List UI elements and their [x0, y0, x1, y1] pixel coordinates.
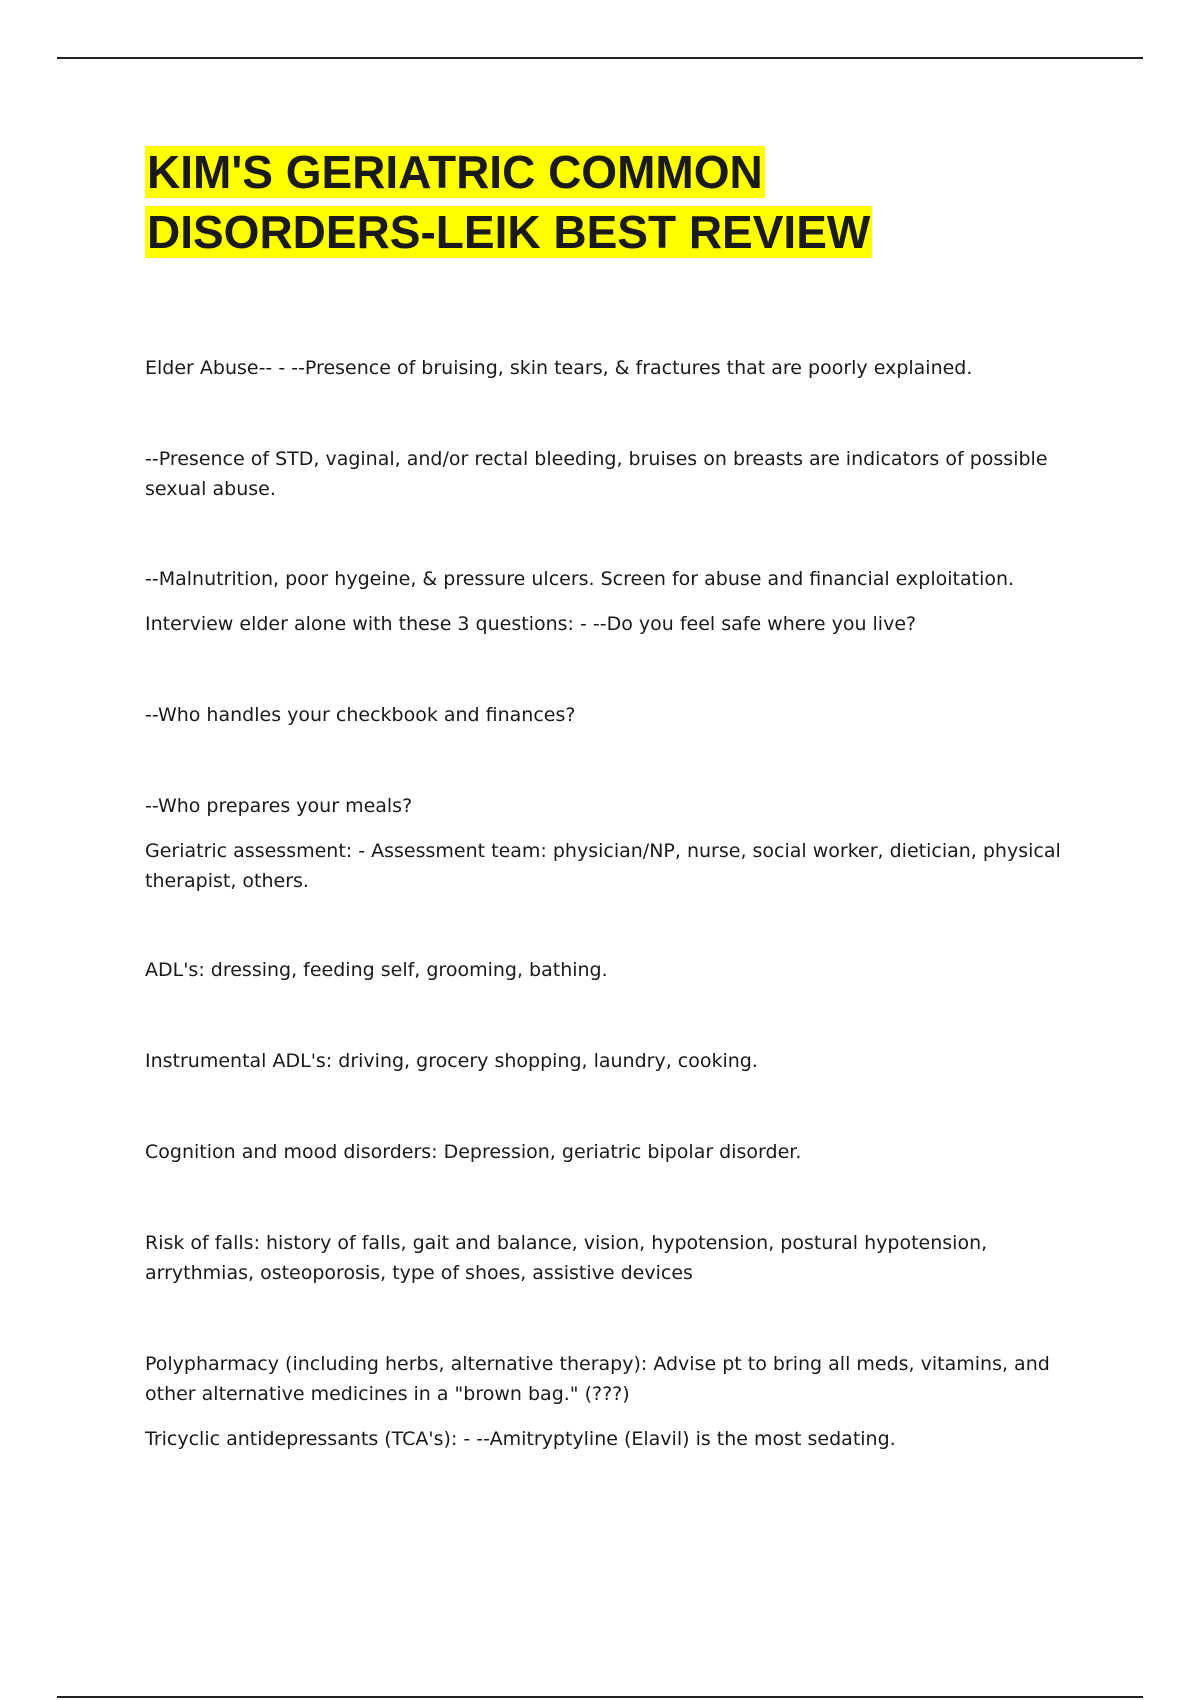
paragraph-cognition: Cognition and mood disorders: Depression, geriatric bipolar disorder. — [145, 1141, 802, 1163]
bottom-rule — [57, 1696, 1143, 1698]
paragraph-sexual-abuse: --Presence of STD, vaginal, and/or rectal bleeding, bruises on breasts are indicators of possible sexual abuse. — [145, 448, 1048, 500]
paragraph-finances: --Who handles your checkbook and finances? — [145, 704, 576, 726]
document-title — [145, 142, 872, 262]
title-line-1: KIM'S GERIATRIC COMMON — [147, 146, 763, 198]
paragraph-polypharmacy: Polypharmacy (including herbs, alternative therapy): Advise pt to bring all meds, vitamins, and other alternative medicines in a "brown bag." (???) — [145, 1353, 1050, 1405]
paragraph-meals: --Who prepares your meals? — [145, 795, 413, 817]
paragraph-geriatric-assessment: Geriatric assessment: - Assessment team: physician/NP, nurse, social worker, dietician, physical therapist, others. — [145, 840, 1061, 892]
title-line-2: DISORDERS-LEIK BEST REVIEW — [147, 206, 871, 258]
paragraph-adls: ADL's: dressing, feeding self, grooming, bathing. — [145, 959, 608, 981]
paragraph-elder-abuse: Elder Abuse-- - --Presence of bruising, skin tears, & fractures that are poorly explained. — [145, 357, 973, 379]
paragraph-interview: Interview elder alone with these 3 questions: - --Do you feel safe where you live? — [145, 613, 917, 635]
paragraph-malnutrition: --Malnutrition, poor hygeine, & pressure ulcers. Screen for abuse and financial exploitation. — [145, 568, 1015, 590]
paragraph-risk-of-falls: Risk of falls: history of falls, gait and balance, vision, hypotension, postural hypotension, arrythmias, osteoporosis, type of shoes, assistive devices — [145, 1232, 988, 1284]
paragraph-tcas: Tricyclic antidepressants (TCA's): - --Amitryptyline (Elavil) is the most sedating. — [145, 1428, 896, 1450]
top-rule — [57, 57, 1143, 59]
paragraph-instrumental-adls: Instrumental ADL's: driving, grocery shopping, laundry, cooking. — [145, 1050, 758, 1072]
